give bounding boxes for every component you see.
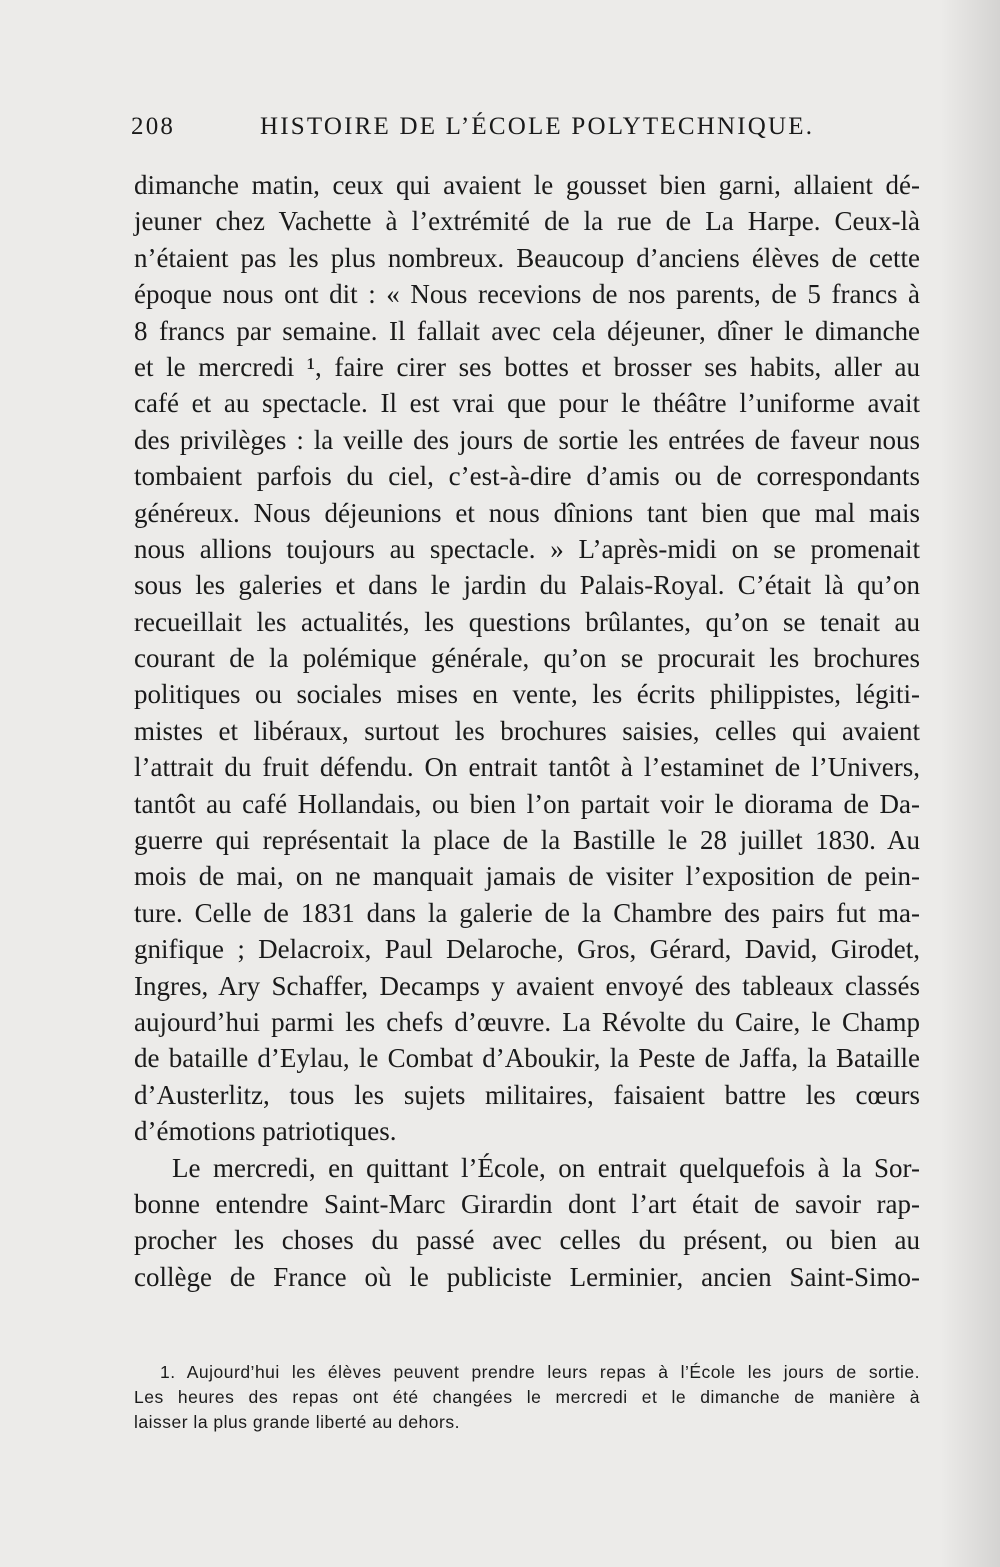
body-line: l’attrait du fruit défendu. On entrait tantôt à l’estaminet de l’Univers, — [134, 752, 920, 783]
body-line: dimanche matin, ceux qui avaient le gousset bien garni, allaient dé- — [134, 170, 920, 200]
body-line: 8 francs par semaine. Il fallait avec cela déjeuner, dîner le dimanche — [134, 315, 920, 346]
body-line: guerre qui représentait la place de la Bastille le 28 juillet 1830. Au — [134, 825, 920, 856]
body-line: gnifique ; Delacroix, Paul Delaroche, Gros, Gérard, David, Girodet, — [134, 934, 920, 965]
body-line: généreux. Nous déjeunions et nous dînions tant bien que mal mais — [134, 497, 920, 528]
body-line: et le mercredi ¹, faire cirer ses bottes et brosser ses habits, aller au — [134, 351, 920, 382]
body-line: jeuner chez Vachette à l’extrémité de la rue de La Harpe. Ceux-là — [134, 206, 920, 237]
body-line: n’étaient pas les plus nombreux. Beaucoup d’anciens élèves de cette — [134, 242, 920, 273]
body-line: sous les galeries et dans le jardin du Palais-Royal. C’était là qu’on — [134, 570, 920, 601]
body-line: nous allions toujours au spectacle. » L’après-midi on se promenait — [134, 533, 920, 564]
body-line: ture. Celle de 1831 dans la galerie de la Chambre des pairs fut ma- — [134, 897, 920, 928]
footnotes — [134, 1360, 920, 1435]
body-text — [134, 167, 920, 1295]
body-line: mois de mai, on ne manquait jamais de visiter l’exposition de pein- — [134, 861, 920, 892]
footnote-line: Les heures des repas ont été changées le mercredi et le dimanche de manière à — [134, 1387, 920, 1407]
footnote-line: 1. Aujourd’hui les élèves peuvent prendre leurs repas à l’École les jours de sortie. — [160, 1362, 920, 1382]
footnote-line: laisser la plus grande liberté au dehors. — [134, 1412, 460, 1432]
body-line: aujourd’hui parmi les chefs d’œuvre. La Révolte du Caire, le Champ — [134, 1006, 920, 1037]
body-line: courant de la polémique générale, qu’on se procurait les brochures — [134, 643, 920, 674]
body-line: recueillait les actualités, les questions brûlantes, qu’on se tenait au — [134, 606, 920, 637]
body-line: de bataille d’Eylau, le Combat d’Aboukir, la Peste de Jaffa, la Bataille — [134, 1043, 920, 1074]
body-line: tombaient parfois du ciel, c’est-à-dire d’amis ou de correspondants — [134, 461, 920, 492]
body-line: procher les choses du passé avec celles du présent, ou bien au — [134, 1225, 920, 1256]
body-line: d’Austerlitz, tous les sujets militaires, faisaient battre les cœurs — [134, 1079, 920, 1110]
body-line: tantôt au café Hollandais, ou bien l’on partait voir le diorama de Da- — [134, 788, 920, 819]
running-title: HISTOIRE DE L’ÉCOLE POLYTECHNIQUE. — [260, 113, 815, 140]
body-line: époque nous ont dit : « Nous recevions de nos parents, de 5 francs à — [134, 279, 920, 310]
page-number: 208 — [131, 113, 176, 140]
body-line: d’émotions patriotiques. — [134, 1116, 397, 1147]
body-line: politiques ou sociales mises en vente, les écrits philippistes, légiti- — [134, 679, 920, 710]
body-line: mistes et libéraux, surtout les brochures saisies, celles qui avaient — [134, 715, 920, 746]
body-line: café et au spectacle. Il est vrai que pour le théâtre l’uniforme avait — [134, 388, 920, 419]
page-header — [131, 113, 815, 153]
body-line: collège de France où le publiciste Lerminier, ancien Saint-Simo- — [134, 1261, 920, 1292]
body-line: Le mercredi, en quittant l’École, on entrait quelquefois à la Sor- — [172, 1152, 920, 1183]
body-line: Ingres, Ary Schaffer, Decamps y avaient envoyé des tableaux classés — [134, 970, 920, 1001]
page-edge-shadow — [940, 0, 1000, 1567]
body-line: bonne entendre Saint-Marc Girardin dont l’art était de savoir rap- — [134, 1188, 920, 1219]
body-line: des privilèges : la veille des jours de sortie les entrées de faveur nous — [134, 424, 920, 455]
